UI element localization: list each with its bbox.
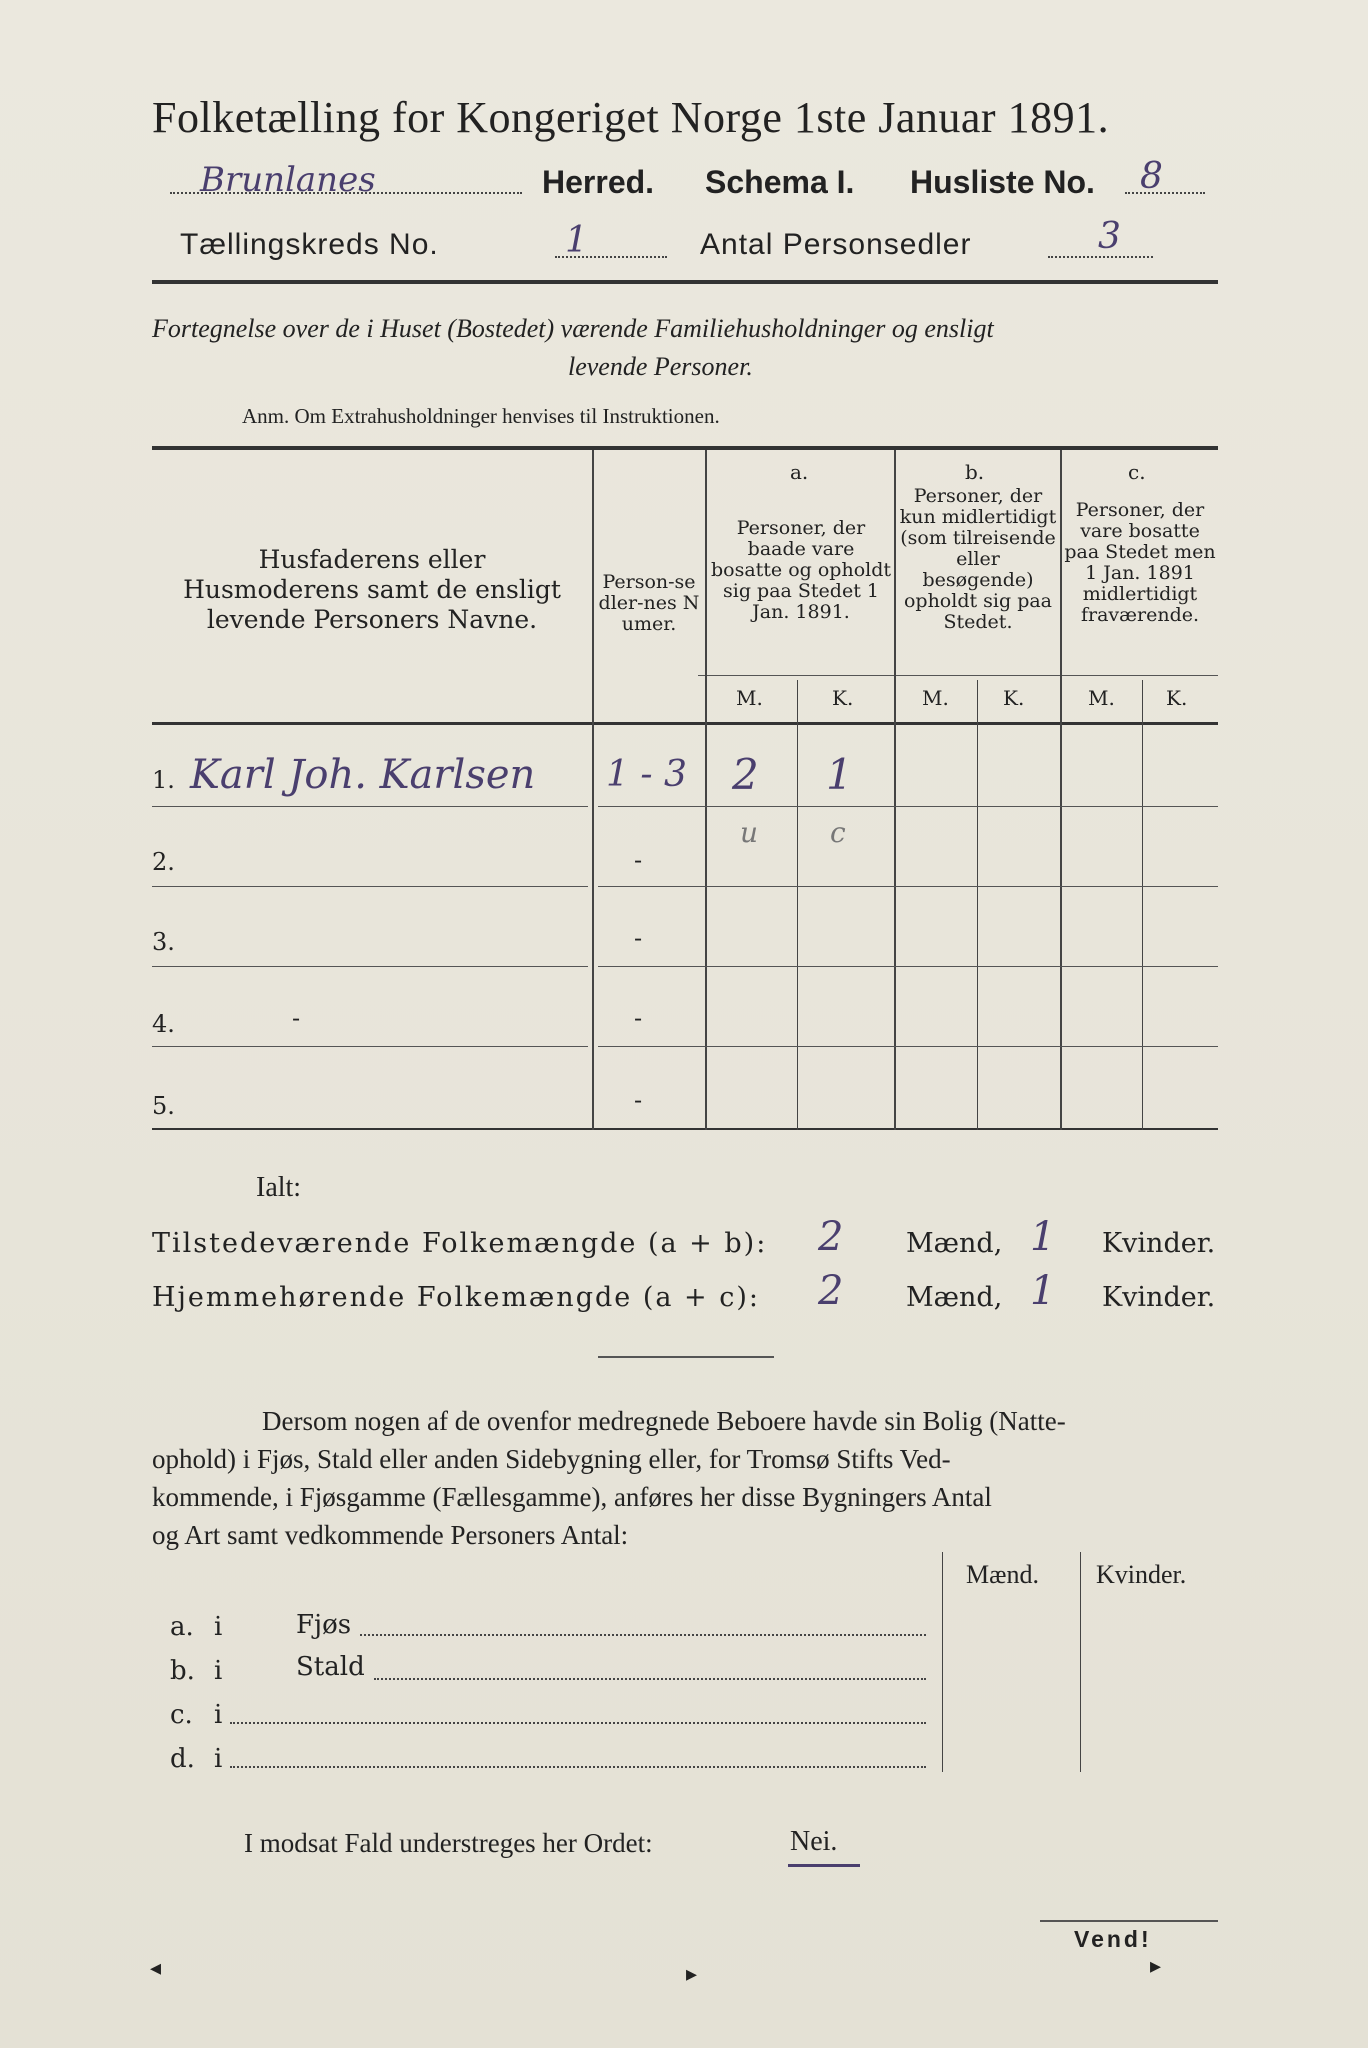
notice-line-3: kommende, i Fjøsgamme (Fællesgamme), anføres her disse Bygningers Antal — [152, 1482, 992, 1512]
col-names-header: Husfaderens eller Husmoderens samt de ensligt levende Personers Navne. — [183, 545, 561, 634]
row-name: Karl Joh. Karlsen — [190, 752, 536, 798]
col-a-header: Personer, der baade vare bosatte og opholdt sig paa Stedet 1 Jan. 1891. — [710, 517, 892, 623]
row-name: - — [292, 1004, 301, 1032]
modsat-text: I modsat Fald understreges her Ordet: — [244, 1828, 653, 1858]
col-a-letter: a. — [790, 460, 809, 484]
arrow-mark-icon: ◂ — [150, 1956, 162, 1981]
item-i: i — [214, 1744, 223, 1774]
a-m-header: M. — [736, 686, 763, 710]
item-i: i — [214, 1700, 223, 1730]
row-numer: - — [634, 924, 643, 952]
row-number: 1. — [152, 766, 175, 794]
item-letter: d. — [170, 1744, 195, 1774]
schema-label: Schema I. — [705, 164, 855, 200]
arrow-mark-icon: ▸ — [1150, 1954, 1162, 1979]
item-label: Fjøs — [296, 1610, 352, 1640]
col-c-header: Personer, der vare bosatte paa Stedet men 1 Jan. 1891 midlertidigt fraværende. — [1064, 499, 1216, 626]
anm-note: Anm. Om Extrahusholdninger henvises til Instruktionen. — [242, 404, 720, 428]
hjem-maend-label: Mænd, — [906, 1282, 1003, 1313]
maend-column-head: Mænd. — [966, 1560, 1039, 1589]
col-numer-header: Person-sedler-nes Numer. — [598, 571, 700, 635]
ialt-label: Ialt: — [256, 1172, 302, 1203]
item-letter: a. — [170, 1612, 194, 1642]
row-a-k: 1 — [826, 750, 853, 799]
herred-value: Brunlanes — [200, 160, 376, 200]
tilst-label: Tilstedeværende Folkemængde (a + b): — [152, 1228, 768, 1259]
row-number: 5. — [152, 1092, 175, 1120]
hjem-maend-value: 2 — [818, 1268, 844, 1314]
kreds-label: Tællingskreds No. — [180, 228, 439, 261]
col-c-letter: c. — [1128, 460, 1146, 484]
col-b-letter: b. — [965, 460, 985, 484]
row-number: 4. — [152, 1010, 175, 1038]
notice-line-1: Dersom nogen af de ovenfor medregnede Beboere havde sin Bolig (Natte- — [262, 1406, 1066, 1436]
nei-word: Nei. — [790, 1826, 838, 1857]
row-numer: - — [634, 1004, 643, 1032]
husliste-label: Husliste No. — [910, 164, 1095, 200]
husliste-value: 8 — [1140, 156, 1163, 197]
vend-text: Vend! — [1074, 1926, 1152, 1952]
row-a-m: u — [740, 816, 759, 849]
row-a-m: 2 — [732, 750, 759, 799]
hjem-label: Hjemmehørende Folkemængde (a + c): — [152, 1282, 760, 1313]
row-a-k: c — [830, 816, 846, 849]
kvinder-column-head: Kvinder. — [1096, 1560, 1187, 1589]
col-b-header: Personer, der kun midlertidigt (som tilreisende eller besøgende) opholdt sig paa Stedet. — [899, 485, 1057, 633]
c-k-header: K. — [1166, 686, 1188, 710]
kreds-value: 1 — [565, 220, 588, 261]
form-title: Folketælling for Kongeriget Norge 1ste Januar 1891. — [152, 93, 1110, 142]
row-numer: - — [634, 846, 643, 874]
tilst-kvinder-value: 1 — [1030, 1214, 1056, 1260]
item-letter: b. — [170, 1656, 195, 1686]
notice-line-2: ophold) i Fjøs, Stald eller anden Sidebygning eller, for Tromsø Stifts Ved- — [152, 1444, 951, 1474]
nei-underline — [788, 1864, 860, 1867]
a-k-header: K. — [832, 686, 854, 710]
row-numer: - — [634, 1086, 643, 1114]
tilst-maend-label: Mænd, — [906, 1228, 1003, 1259]
item-label: Stald — [296, 1652, 365, 1682]
item-letter: c. — [170, 1700, 193, 1730]
hjem-kvinder-label: Kvinder. — [1102, 1282, 1216, 1313]
herred-label: Herred. — [542, 164, 655, 200]
intro-line-1: Fortegnelse over de i Huset (Bostedet) værende Familiehusholdninger og ensligt — [152, 314, 994, 343]
c-m-header: M. — [1088, 686, 1115, 710]
intro-line-2: levende Personer. — [568, 352, 753, 381]
tilst-kvinder-label: Kvinder. — [1102, 1228, 1216, 1259]
antal-value: 3 — [1098, 216, 1121, 257]
b-m-header: M. — [922, 686, 949, 710]
tilst-maend-value: 2 — [818, 1214, 844, 1260]
row-number: 2. — [152, 848, 175, 876]
hjem-kvinder-value: 1 — [1030, 1268, 1056, 1314]
row-numer: 1 - 3 — [606, 754, 687, 795]
antal-label: Antal Personsedler — [700, 228, 972, 261]
item-i: i — [214, 1656, 223, 1686]
item-i: i — [214, 1612, 223, 1642]
b-k-header: K. — [1003, 686, 1025, 710]
row-number: 3. — [152, 928, 175, 956]
arrow-mark-icon: ▸ — [686, 1962, 698, 1987]
notice-line-4: og Art samt vedkommende Personers Antal: — [152, 1520, 629, 1550]
